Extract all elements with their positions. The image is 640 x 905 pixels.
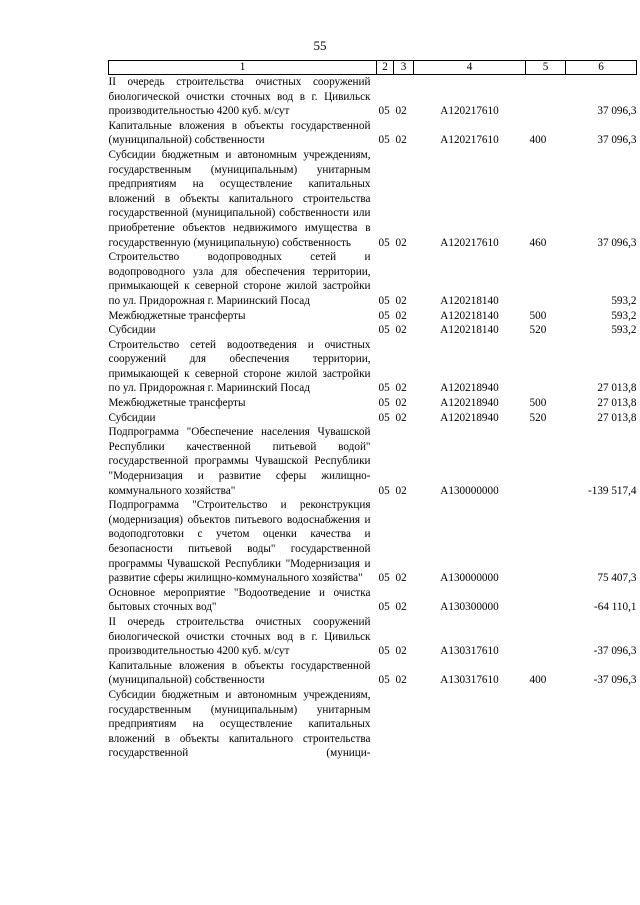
amount: -37 096,3 (593, 645, 637, 658)
table-row (109, 659, 637, 688)
subsection-code: 02 (395, 382, 407, 395)
amount (566, 688, 637, 761)
amount: -37 096,3 (593, 674, 637, 687)
target-code (414, 688, 526, 761)
expense-type: 400 (529, 674, 547, 687)
target-code: А120218140 (440, 324, 499, 337)
amount: -139 517,4 (588, 484, 637, 497)
expense-type (526, 498, 566, 586)
item-name: Основное мероприятие "Водоотведение и очистка бытовых сточных вод" (108, 586, 371, 614)
target-code: А120218140 (440, 309, 499, 322)
table-row (109, 615, 637, 659)
subsection-code: 02 (395, 134, 407, 147)
amount: 27 013,8 (597, 411, 637, 424)
page-number: 55 (313, 38, 327, 53)
expense-type (526, 586, 566, 615)
expense-type: 520 (529, 324, 547, 337)
amount: -64 110,1 (594, 601, 637, 614)
table-row (109, 688, 637, 761)
header-col-2: 2 (377, 61, 394, 75)
table-row (109, 586, 637, 615)
amount: 593,2 (611, 294, 637, 307)
subsection-code: 02 (395, 411, 407, 424)
section-code: 05 (378, 601, 390, 614)
expense-type (526, 75, 566, 119)
subsection-code: 02 (395, 572, 407, 585)
amount: 593,2 (611, 324, 637, 337)
expense-type (526, 250, 566, 308)
section-code: 05 (378, 294, 390, 307)
item-name: II очередь строительства очистных сооружений биологической очистки сточных вод в г. Цивильск производительностью 4200 куб. м/сут (108, 615, 371, 658)
section-code (377, 688, 394, 761)
table-row (109, 498, 637, 586)
table-row (109, 338, 637, 396)
item-name: Субсидии (108, 324, 156, 337)
expense-type: 500 (529, 397, 547, 410)
target-code: А120217610 (440, 105, 499, 118)
target-code: А120217610 (440, 134, 499, 147)
subsection-code: 02 (395, 236, 407, 249)
section-code: 05 (378, 484, 390, 497)
subsection-code: 02 (395, 484, 407, 497)
subsection-code: 02 (395, 601, 407, 614)
target-code: А130000000 (440, 572, 499, 585)
target-code: А130300000 (440, 601, 499, 614)
item-name: II очередь строительства очистных сооружений биологической очистки сточных вод в г. Цивильск производительностью 4200 куб. м/сут (108, 76, 371, 118)
subsection-code (394, 688, 414, 761)
section-code: 05 (378, 236, 390, 249)
section-code: 05 (378, 309, 390, 322)
subsection-code: 02 (395, 397, 407, 410)
table-row (109, 425, 637, 498)
subsection-code: 02 (395, 309, 407, 322)
expense-type: 500 (529, 309, 547, 322)
table-row (109, 323, 637, 338)
item-name: Субсидии бюджетным и автономным учреждениям, государственным (муниципальным) унитарным предприятиям на осуществление капитальных вложений в объекты капитального строительства государственной (муници- (108, 688, 371, 760)
expense-type: 460 (529, 236, 547, 249)
item-name: Подпрограмма "Обеспечение населения Чувашской Республики качественной питьевой водой" государственной программы Чувашской Республики "Модернизация и развитие сферы жилищно-коммунального хозяйства" (108, 426, 371, 497)
header-col-5: 5 (526, 61, 566, 75)
item-name: Капитальные вложения в объекты государственной (муниципальной) собственности (108, 659, 371, 687)
amount: 27 013,8 (597, 382, 637, 395)
amount: 37 096,3 (597, 236, 637, 249)
amount: 37 096,3 (597, 105, 637, 118)
item-name: Межбюджетные трансферты (108, 397, 246, 410)
budget-table (108, 60, 637, 761)
target-code: А130317610 (440, 645, 499, 658)
section-code: 05 (378, 134, 390, 147)
item-name: Строительство водопроводных сетей и водопроводного узла для обеспечения территории, примыкающей к северной стороне жилой застройки по ул. Придорожная г. Мариинский Посад (108, 251, 371, 307)
section-code: 05 (378, 397, 390, 410)
header-col-4: 4 (414, 61, 526, 75)
section-code: 05 (378, 572, 390, 585)
item-name: Субсидии (108, 411, 156, 424)
table-row (109, 309, 637, 324)
subsection-code: 02 (395, 105, 407, 118)
item-name: Капитальные вложения в объекты государственной (муниципальной) собственности (108, 119, 371, 147)
target-code: А120218140 (440, 294, 499, 307)
amount: 593,2 (611, 309, 637, 322)
subsection-code: 02 (395, 294, 407, 307)
section-code: 05 (378, 382, 390, 395)
subsection-code: 02 (395, 645, 407, 658)
section-code: 05 (378, 411, 390, 424)
subsection-code: 02 (395, 324, 407, 337)
section-code: 05 (378, 105, 390, 118)
section-code: 05 (378, 324, 390, 337)
section-code: 05 (378, 645, 390, 658)
item-name: Подпрограмма "Строительство и реконструкция (модернизация) объектов питьевого водоснабжения и водоподготовки с учетом оценки качества и безопасности питьевой воды" государственной программы Чувашской Республики "Модернизация и развитие сферы жилищно-коммунального хозяйства" (108, 499, 371, 585)
table-row (109, 75, 637, 119)
expense-type (526, 615, 566, 659)
expense-type (526, 425, 566, 498)
table-row (109, 148, 637, 250)
header-col-1: 1 (109, 61, 377, 75)
header-col-6: 6 (566, 61, 637, 75)
expense-type: 400 (529, 134, 547, 147)
table-row (109, 396, 637, 411)
target-code: А130000000 (440, 484, 499, 497)
header-col-3: 3 (394, 61, 414, 75)
table-row (109, 119, 637, 148)
item-name: Строительство сетей водоотведения и очистных сооружений для обеспечения территории, примыкающей к северной стороне жилой застройки по ул. Придорожная г. Мариинский Посад (108, 338, 371, 395)
expense-type: 520 (529, 411, 547, 424)
table-row (109, 250, 637, 308)
amount: 37 096,3 (597, 134, 637, 147)
subsection-code: 02 (395, 674, 407, 687)
item-name: Субсидии бюджетным и автономным учреждениям, государственным (муниципальным) унитарным предприятиям на осуществление капитальных вложений в объекты капитального строительства государственной (муниципальной) собственности или приобретение объектов недвижимого имущества в государственную (муниципальную) собственность (108, 148, 371, 249)
target-code: А130317610 (440, 674, 499, 687)
section-code: 05 (378, 674, 390, 687)
target-code: А120217610 (440, 236, 499, 249)
item-name: Межбюджетные трансферты (108, 309, 246, 322)
table-header-row (109, 61, 637, 75)
expense-type (526, 338, 566, 396)
amount: 27 013,8 (597, 397, 637, 410)
expense-type (526, 688, 566, 761)
table-row (109, 411, 637, 426)
amount: 75 407,3 (597, 572, 637, 585)
target-code: А120218940 (440, 382, 499, 395)
target-code: А120218940 (440, 397, 499, 410)
target-code: А120218940 (440, 411, 499, 424)
